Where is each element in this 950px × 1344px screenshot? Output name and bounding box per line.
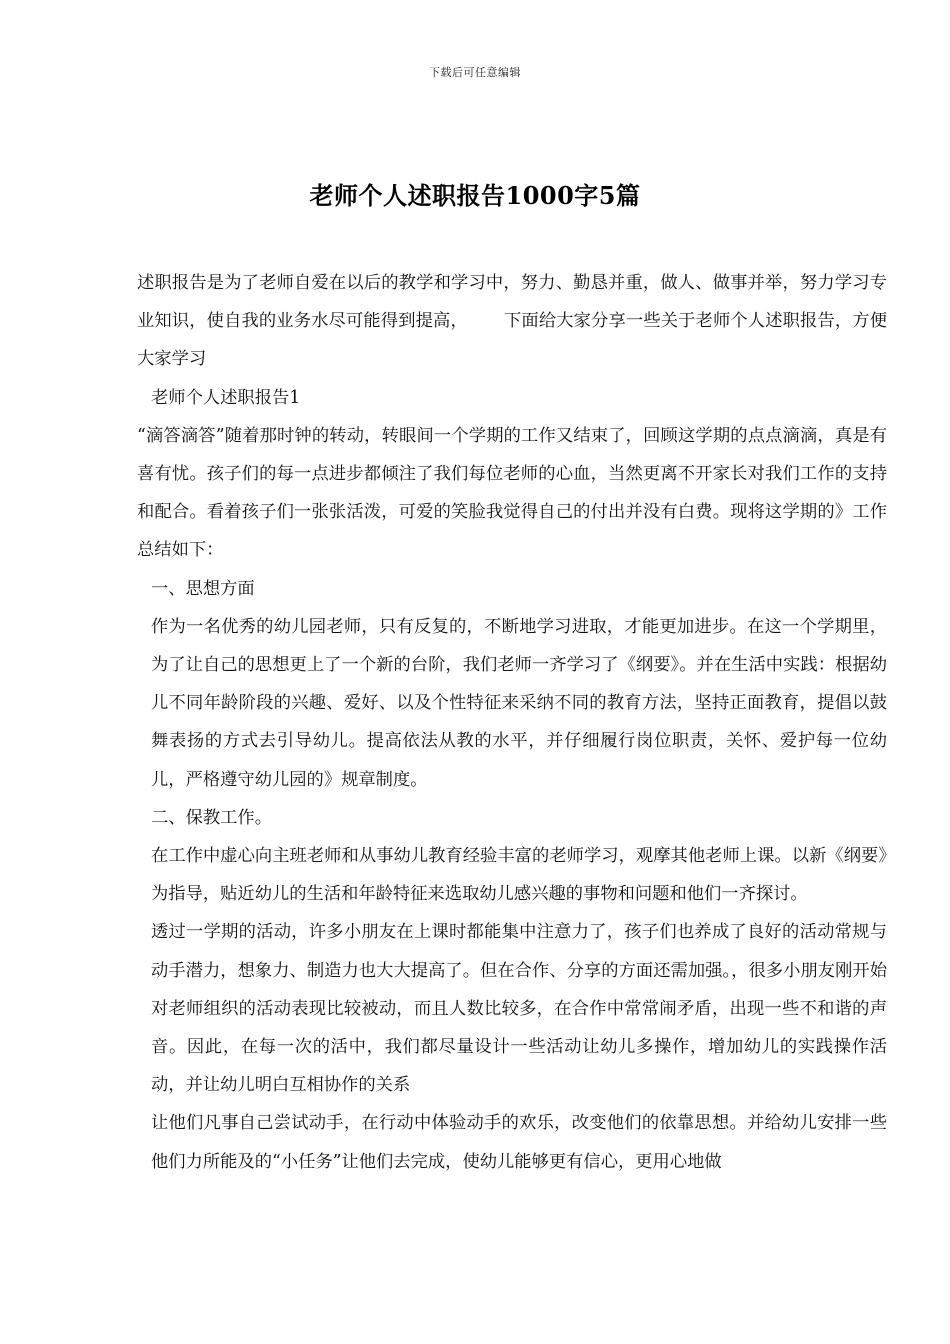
section-heading-thought: 一、思想方面 [151, 578, 255, 599]
paragraph: 透过一学期的活动，许多小朋友在上课时都能集中注意力了，孩子们也养成了良好的活动常规与动手潜力，想象力、制造力也大大提高了。但在合作、分享的方面还需加强。，很多小朋友刚开始对老师组织的活动表现比较被动，而且人数比较多，在合作中常常闹矛盾，出现一些不和谐的声音。因此，在每一次的活中，我们都尽量设计一些活动让幼儿多操作，增加幼儿的实践操作活动，并让幼儿明白互相协作的关系 [151, 922, 887, 1096]
paragraph: 在工作中虚心向主班老师和从事幼儿教育经验丰富的老师学习，观摩其他老师上课。以新《纲要》为指导，贴近幼儿的生活和年龄特征来选取幼儿感兴趣的事物和问题和他们一齐探讨。 [151, 846, 887, 905]
section-heading-report-1: 老师个人述职报告1 [151, 387, 301, 408]
paragraph: 作为一名优秀的幼儿园老师，只有反复的，不断地学习进取，才能更加进步。在这一个学期里，为了让自己的思想更上了一个新的台阶，我们老师一齐学习了《纲要》。并在生活中实践：根据幼儿不同年龄阶段的兴趣、爱好、以及个性特征来采纳不同的教育方法，坚持正面教育，提倡以鼓舞表扬的方式去引导幼儿。提高依法从教的水平，并仔细履行岗位职责，关怀、爱护每一位幼儿，严格遵守幼儿园的》规章制度。 [151, 616, 887, 790]
section-heading-care-education: 二、保教工作。 [151, 807, 272, 828]
header-note: 下载后可任意编辑 [429, 66, 521, 79]
intro-paragraph [137, 264, 887, 379]
intro-text-part-1: 述职报告是为了老师自爱在以后的教学和学习中，努力、勤恳并重，做人、做事并举，努力学习专业知识，使自我的业务水尽可能得到提高， [137, 273, 887, 332]
intro-text-part-2: 下面给大家分享一些关于老师个人述职报告，方便大家学习 [137, 311, 887, 370]
document-title: 老师个人述职报告1000字5篇 [309, 181, 641, 211]
paragraph: “滴答滴答”随着那时钟的转动，转眼间一个学期的工作又结束了，回顾这学期的点点滴滴，真是有喜有忧。孩子们的每一点进步都倾注了我们每位老师的心血，当然更离不开家长对我们工作的支持和配合。看着孩子们一张张活泼，可爱的笑脸我觉得自己的付出并没有白费。现将这学期的》工作总结如下： [137, 425, 887, 561]
paragraph: 让他们凡事自己尝试动手，在行动中体验动手的欢乐，改变他们的依靠思想。并给幼儿安排一些他们力所能及的“小任务”让他们去完成，使幼儿能够更有信心，更用心地做 [151, 1113, 887, 1172]
document-body [137, 264, 887, 1181]
